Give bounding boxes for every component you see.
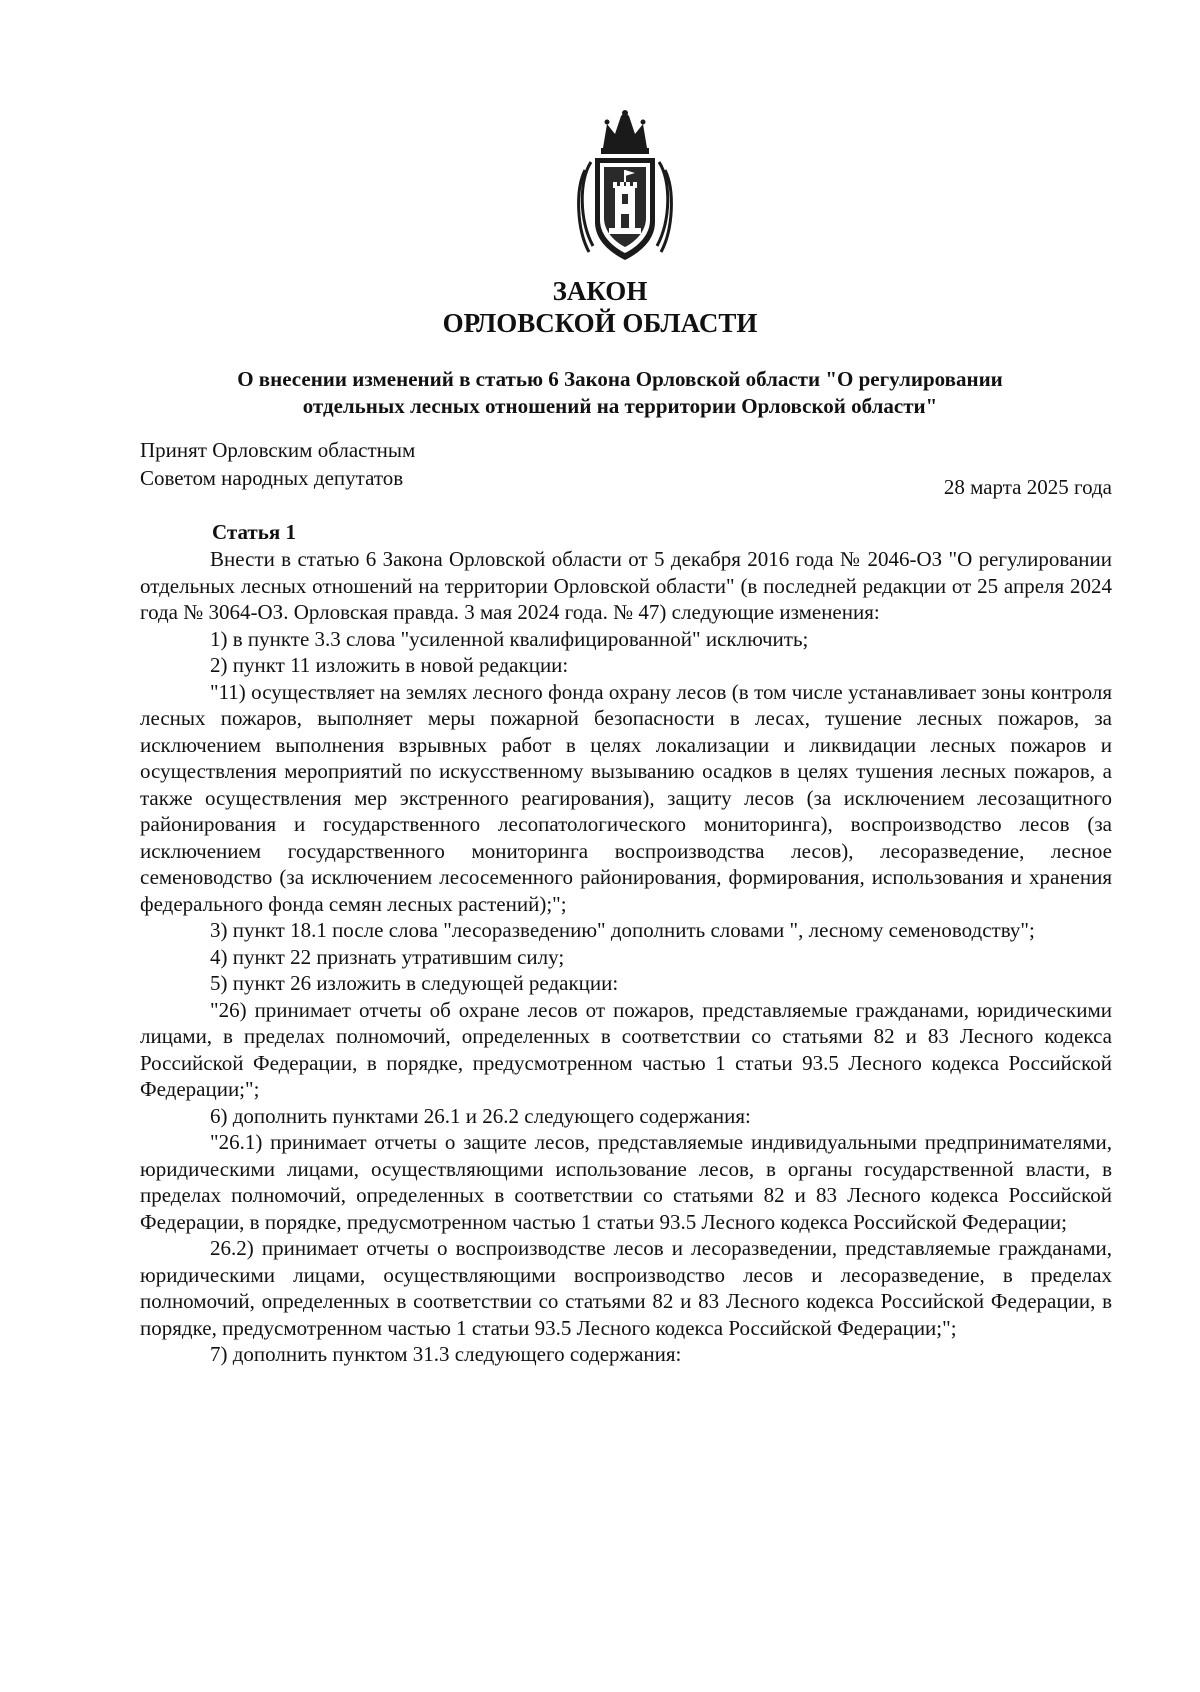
- article-paragraph: 6) дополнить пунктами 26.1 и 26.2 следующего содержания:: [210, 1103, 751, 1128]
- article-paragraph: "26) принимает отчеты об охране лесов от пожаров, представляемые гражданами, юридическими лицами, в пределах полномочий, определенных в соответствии со статьями 82 и 83 Лесного кодекса Российской Федерации, в порядке, предусмотренном частью 1 статьи 93.5 Лесного кодекса Российской Федерации;";: [140, 997, 1112, 1101]
- law-region-title: ОРЛОВСКОЙ ОБЛАСТИ: [442, 308, 758, 338]
- article-paragraph: 26.2) принимает отчеты о воспроизводстве лесов и лесоразведении, представляемые гражданами, юридическими лицами, осуществляющими воспроизводство лесов и лесоразведение, в пределах полномочий, определенных в соответствии со статьями 82 и 83 Лесного кодекса Российской Федерации, в порядке, предусмотренном частью 1 статьи 93.5 Лесного кодекса Российской Федерации;";: [140, 1236, 1112, 1340]
- article-heading: Статья 1: [212, 520, 296, 544]
- article-paragraph: 5) пункт 26 изложить в следующей редакции:: [210, 971, 619, 995]
- article-paragraph: 3) пункт 18.1 после слова "лесоразведению" дополнить словами ", лесному семеноводству";: [210, 918, 1035, 942]
- adopted-by-line-2: Советом народных депутатов: [140, 466, 404, 490]
- coat-of-arms-emblem: [573, 110, 677, 262]
- article-paragraph: "26.1) принимает отчеты о защите лесов, представляемые индивидуальными предпринимателями, юридическими лицами, осуществляющими использование лесов, в органы государственной власти, в пределах полномочий, определенных в соответствии со статьями 82 и 83 Лесного кодекса Российской Федерации, в порядке, предусмотренном частью 1 статьи 93.5 Лесного кодекса Российской Федерации;: [140, 1130, 1112, 1234]
- adopted-by-line-1: Принят Орловским областным: [140, 438, 416, 462]
- article-paragraph: Внести в статью 6 Закона Орловской области от 5 декабря 2016 года № 2046-ОЗ "О регулировании отдельных лесных отношений на территории Орловской области" (в последней редакции от 25 апреля 2024 года № 3064-ОЗ. Орловская правда. 3 мая 2024 года. № 47) следующие изменения:: [140, 547, 1112, 624]
- law-subject-line-2: отдельных лесных отношений на территории Орловской области": [302, 394, 938, 418]
- article-paragraph: 4) пункт 22 признать утратившим силу;: [210, 944, 565, 969]
- article-paragraph: 7) дополнить пунктом 31.3 следующего содержания:: [210, 1342, 682, 1366]
- article-body: [140, 546, 1112, 1368]
- law-title: ЗАКОН: [552, 276, 648, 306]
- article-paragraph: "11) осуществляет на землях лесного фонда охрану лесов (в том числе устанавливает зоны контроля лесных пожаров, выполняет меры пожарной безопасности в лесах, тушение лесных пожаров, за исключением выполнения взрывных работ в целях локализации и ликвидации лесных пожаров и осуществления мероприятий по искусственному вызыванию осадков в целях тушения лесных пожаров, а также осуществления мер экстренного реагирования), защиту лесов (за исключением лесозащитного районирования и государственного лесопатологического мониторинга), воспроизводство лесов (за исключением государственного мониторинга воспроизводства лесов), лесоразведение, лесное семеноводство (за исключением лесосеменного районирования, формирования, использования и хранения федерального фонда семян лесных растений);";: [140, 679, 1112, 916]
- adoption-date: 28 марта 2025 года: [943, 475, 1112, 499]
- article-paragraph: 1) в пункте 3.3 слова "усиленной квалифицированной" исключить;: [210, 626, 809, 651]
- article-paragraph: 2) пункт 11 изложить в новой редакции:: [210, 653, 569, 677]
- law-subject-line-1: О внесении изменений в статью 6 Закона Орловской области "О регулировании: [237, 367, 1003, 391]
